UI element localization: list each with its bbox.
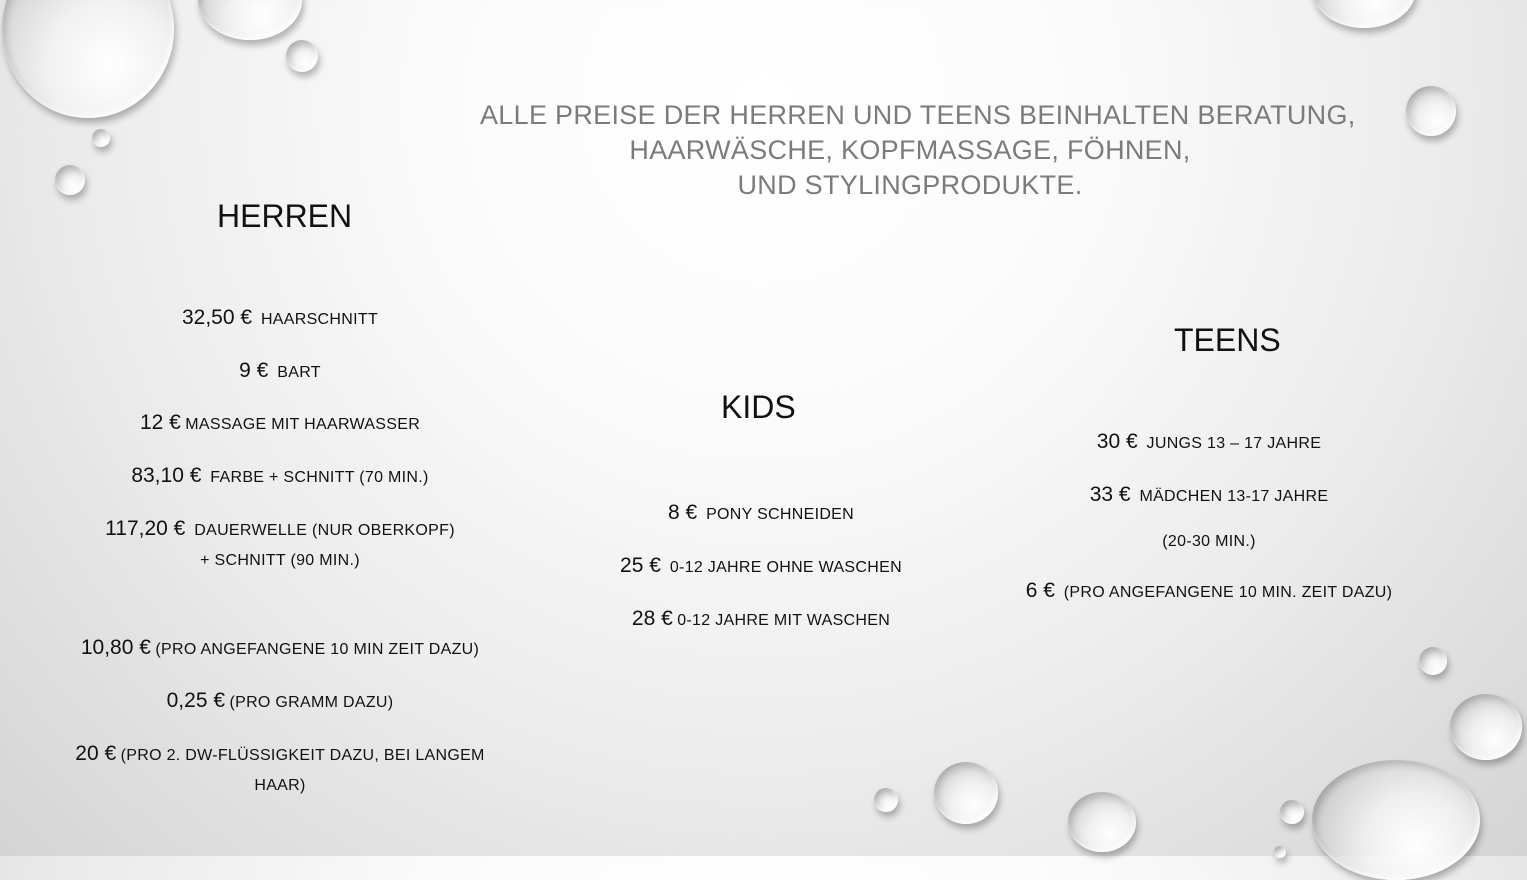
- item-desc: DAUERWELLE (NUR OBERKOPF): [194, 522, 455, 539]
- item-desc: (PRO GRAMM DAZU): [229, 694, 394, 711]
- item-price: 28 €: [631, 607, 673, 630]
- price-item-maedchen: [1000, 483, 1418, 507]
- price-item-extra-time: [40, 636, 520, 660]
- item-desc: JUNGS 13 – 17 JAHRE: [1146, 435, 1322, 452]
- item-price: 25 €: [620, 554, 661, 577]
- water-drop-decoration: [1450, 694, 1522, 760]
- teens-title: TEENS: [1174, 322, 1281, 358]
- item-price: 12 €: [139, 411, 181, 434]
- item-desc: BART: [277, 364, 321, 381]
- price-item-haarschnitt: [40, 306, 520, 330]
- item-desc: PONY SCHNEIDEN: [706, 506, 855, 523]
- item-desc: MASSAGE MIT HAARWASSER: [185, 416, 421, 433]
- price-item-per-gram: [40, 689, 520, 713]
- item-desc: (PRO ANGEFANGENE 10 MIN. ZEIT DAZU): [1063, 584, 1393, 601]
- price-item-dauerwelle: [40, 517, 520, 541]
- teens-duration-note: (20-30 MIN.): [1162, 533, 1256, 550]
- item-desc: 0-12 JAHRE MIT WASCHEN: [677, 612, 891, 629]
- item-price: 20 €: [75, 742, 117, 765]
- intro-line: HAARWÄSCHE, KOPFMASSAGE, FÖHNEN,: [629, 135, 1191, 165]
- item-price: 8 €: [667, 501, 698, 524]
- item-desc: HAARSCHNITT: [260, 311, 379, 328]
- intro-line: UND STYLINGPRODUKTE.: [737, 170, 1083, 200]
- price-item-bart: [40, 359, 520, 383]
- price-item-farbe-schnitt: [40, 464, 520, 488]
- item-price: 6 €: [1025, 579, 1055, 602]
- item-price: 9 €: [239, 359, 269, 382]
- intro-line: ALLE PREISE DER HERREN UND TEENS BEINHALTEN BERATUNG,: [480, 100, 1356, 130]
- price-item-extra-time: [1000, 579, 1418, 603]
- price-item-ohne-waschen: [561, 554, 961, 578]
- item-desc: 0-12 JAHRE OHNE WASCHEN: [669, 559, 902, 576]
- item-price: 10,80 €: [80, 636, 151, 659]
- kids-title: KIDS: [721, 389, 796, 425]
- herren-price-list: [40, 0, 520, 856]
- price-item-massage: [40, 411, 520, 435]
- price-item-dw-fluessigkeit: [40, 742, 520, 766]
- item-price: 83,10 €: [131, 464, 202, 487]
- item-desc: (PRO ANGEFANGENE 10 MIN ZEIT DAZU): [155, 641, 480, 658]
- kids-price-list: [561, 0, 961, 856]
- item-price: 33 €: [1089, 483, 1131, 506]
- item-desc: MÄDCHEN 13-17 JAHRE: [1139, 488, 1329, 505]
- item-desc-continuation: HAAR): [254, 777, 306, 794]
- price-item-mit-waschen: [561, 607, 961, 631]
- item-price: 32,50 €: [181, 306, 253, 329]
- item-price: 0,25 €: [166, 689, 226, 712]
- item-desc-continuation: + SCHNITT (90 MIN.): [200, 552, 360, 569]
- item-desc: FARBE + SCHNITT (70 MIN.): [210, 469, 429, 486]
- item-price: 117,20 €: [105, 517, 186, 540]
- teens-price-list: [1000, 0, 1418, 856]
- item-desc: (PRO 2. DW-FLÜSSIGKEIT DAZU, BEI LANGEM: [120, 747, 485, 764]
- herren-title: HERREN: [217, 198, 353, 234]
- price-item-jungs: [1000, 430, 1418, 454]
- item-price: 30 €: [1096, 430, 1138, 453]
- price-item-pony: [561, 501, 961, 525]
- water-drop-decoration: [1419, 647, 1447, 675]
